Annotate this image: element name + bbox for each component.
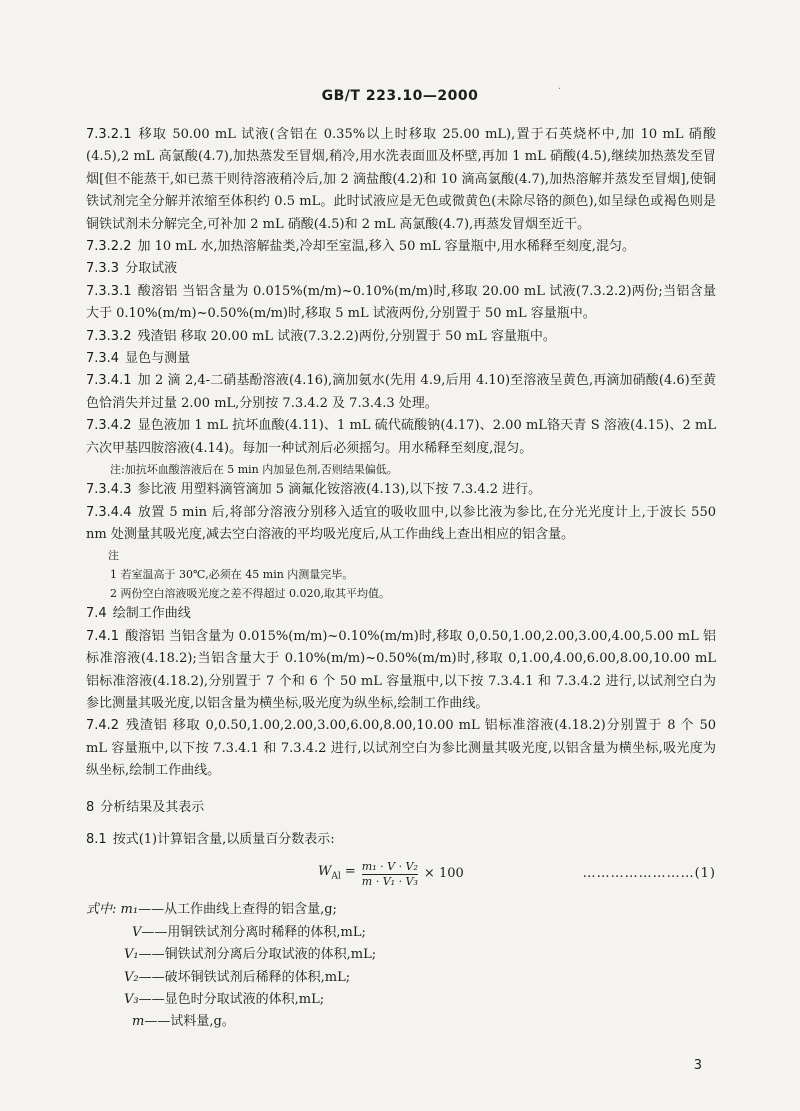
formula-tail: × 100: [423, 866, 464, 882]
variable-item: [86, 899, 716, 921]
clause-number: 7.3.4.3: [86, 482, 132, 498]
clause-text: 放置 5 min 后,将部分溶液分别移入适宜的吸收皿中,以参比液为参比,在分光光度计上,于波长 550 nm 处测量其吸光度,减去空白溶液的平均吸光度后,从工作曲线上查出相应的铝含量。: [86, 504, 716, 542]
variable-symbol: 式中: m₁: [86, 902, 139, 918]
variable-item: [86, 944, 716, 966]
clause-number: 7.3.3.2: [86, 328, 132, 344]
clause-number: 7.3.3.1: [86, 283, 132, 299]
clause-7-4-1: [86, 626, 716, 716]
notes-label: 注: [108, 549, 119, 563]
clause-text: 残渣铝 移取 20.00 mL 试液(7.3.2.2)两份,分别置于 50 mL 容量瓶中。: [137, 328, 556, 344]
note-7-3-4-2: 注:加抗坏血酸溶液后在 5 min 内加显色剂,否则结果偏低。: [110, 463, 398, 477]
formula-subscript: Al: [331, 871, 341, 882]
clause-text: 分取试液: [125, 261, 178, 277]
variable-symbol: V₂: [124, 969, 139, 985]
formula-denominator: m · V₁ · V₃: [361, 874, 418, 888]
formula-1: [86, 855, 716, 893]
clause-number: 8.1: [86, 831, 107, 847]
variable-item: [86, 989, 716, 1011]
variable-description: ——从工作曲线上查得的铝含量,g;: [138, 902, 337, 918]
clause-text: 显色与测量: [125, 351, 191, 367]
clause-number: 7.3.2.2: [86, 239, 132, 255]
formula-lhs: $W_{Al}$ =: [318, 863, 356, 882]
clause-number: 7.4.1: [86, 628, 120, 644]
clause-number: 7.3.4.1: [86, 373, 132, 389]
section-8-heading: [86, 797, 716, 819]
section-title: 分析结果及其表示: [100, 799, 205, 815]
clause-7-3-4-1: [86, 370, 716, 415]
document-body: [86, 124, 716, 1034]
clause-7-4-2: [86, 715, 716, 782]
clause-number: 7.3.3: [86, 261, 120, 277]
variable-description: ——破坏铜铁试剂后稀释的体积,mL;: [138, 969, 351, 985]
clause-text: 按式(1)计算铝含量,以质量百分数表示:: [112, 831, 335, 847]
variable-item: [86, 967, 716, 989]
formula-numerator: m₁ · V · V₂: [361, 859, 418, 873]
clause-7-4: [86, 603, 716, 625]
clause-7-3-3-1: [86, 281, 716, 326]
variable-symbol: V: [132, 924, 142, 940]
clause-number: 7.3.4.2: [86, 418, 132, 434]
note-2: 2 两份空白溶液吸光度之差不得超过 0.020,取其平均值。: [110, 587, 390, 601]
clause-7-3-4: [86, 348, 716, 370]
clause-7-3-3: [86, 258, 716, 280]
variable-symbol: m: [132, 1014, 145, 1030]
formula-symbol: W: [318, 863, 332, 879]
equation-number: ……………………(1): [582, 866, 716, 882]
variable-description: ——显色时分取试液的体积,mL;: [138, 992, 325, 1007]
variable-list: [86, 899, 716, 1033]
clause-8-1: [86, 829, 716, 851]
clause-text: 加 2 滴 2,4-二硝基酚溶液(4.16),滴加氨水(先用 4.9,后用 4.10)至溶液呈黄色,再滴加硝酸(4.6)至黄色恰消失并过量 2.00 mL,分别按 7.3.4.2 及 7.3.4.3 处理。: [86, 373, 716, 411]
top-mark: ·: [558, 84, 562, 95]
variable-symbol: V₁: [124, 947, 139, 963]
clause-7-3-4-4: [86, 502, 716, 547]
page-header: GB/T 223.10—2000: [321, 88, 479, 104]
clause-text: 参比液 用塑料滴管滴加 5 滴氟化铵溶液(4.13),以下按 7.3.4.2 进行。: [137, 482, 542, 498]
variable-description: ——试料量,g。: [144, 1014, 235, 1030]
clause-text: 酸溶铝 当铝含量为 0.015%(m/m)~0.10%(m/m)时,移取 0,0.50,1.00,2.00,3.00,4.00,5.00 mL 铝标准溶液(4.18.2);当铝含量大于 0.10%(m/m)~0.50%(m/m)时,移取 0,1.00,4.00,6.00,8.00,10.00 mL 铝标准溶液(4.18.2),分别置于 7 个和 6 个 50 mL 容量瓶中,以下按 7.3.4.1 和 7.3.4.2 进行,以试剂空白为参比测量其吸光度,以铝含量为横坐标,吸光度为纵坐标,绘制工作曲线。: [86, 628, 716, 711]
variable-symbol: V₃: [124, 992, 139, 1007]
clause-7-3-4-3: [86, 479, 716, 501]
page-number: 3: [693, 1058, 702, 1073]
note-1: 1 若室温高于 30℃,必须在 45 min 内测量完毕。: [110, 568, 354, 582]
clause-number: 7.4: [86, 606, 107, 622]
clause-text: 显色液加 1 mL 抗坏血酸(4.11)、1 mL 硫代硫酸钠(4.17)、2.00 mL铬天青 S 溶液(4.15)、2 mL六次甲基四胺溶液(4.14)。每加一种试剂后必须摇匀。用水稀释至刻度,混匀。: [86, 418, 716, 456]
clause-number: 7.3.4: [86, 351, 120, 367]
clause-7-3-2-2: [86, 236, 716, 258]
formula-fraction: [362, 860, 418, 889]
clause-7-3-4-2: [86, 415, 716, 460]
variable-item: [86, 922, 716, 944]
variable-description: ——用铜铁试剂分离时稀释的体积,mL;: [141, 924, 366, 940]
section-number: 8: [86, 799, 95, 815]
clause-7-3-3-2: [86, 326, 716, 348]
clause-text: 酸溶铝 当铝含量为 0.015%(m/m)~0.10%(m/m)时,移取 20.00 mL 试液(7.3.2.2)两份;当铝含量大于 0.10%(m/m)~0.50%(m/m)时,移取 5 mL 试液两份,分别置于 50 mL 容量瓶中。: [86, 283, 716, 322]
clause-text: 残渣铝 移取 0,0.50,1.00,2.00,3.00,6.00,8.00,10.00 mL 铝标准溶液(4.18.2)分别置于 8 个 50 mL 容量瓶中,以下按 7.3.4.1 和 7.3.4.2 进行,以试剂空白为参比测量其吸光度,以铝含量为横坐标,吸光度为纵坐标,绘制工作曲线。: [86, 718, 716, 779]
clause-text: 移取 50.00 mL 试液(含铝在 0.35%以上时移取 25.00 mL),置于石英烧杯中,加 10 mL 硝酸(4.5),2 mL 高氯酸(4.7),加热蒸发至冒烟,稍冷,用水洗表面皿及杯壁,再加 1 mL 硝酸(4.5),继续加热蒸发至冒烟[但不能蒸干,如已蒸干则待溶液稍冷后,加 2 滴盐酸(4.2)和 10 滴高氯酸(4.7),加热溶解并蒸发至冒烟],使铜铁试剂完全分解并浓缩至体积约 0.5 mL。此时试液应是无色或微黄色(未除尽铬的颜色),如呈绿色或褐色则是铜铁试剂未分解完全,可补加 2 mL 硝酸(4.5)和 2 mL 高氯酸(4.7),再蒸发冒烟至近干。: [86, 127, 716, 232]
variable-item: [86, 1011, 716, 1033]
clause-number: 7.3.2.1: [86, 127, 132, 142]
clause-number: 7.3.4.4: [86, 504, 132, 520]
clause-7-3-2-1: [86, 124, 716, 236]
clause-text: 绘制工作曲线: [112, 606, 191, 622]
clause-number: 7.4.2: [86, 718, 120, 734]
variable-description: ——铜铁试剂分离后分取试液的体积,mL;: [138, 947, 377, 963]
clause-text: 加 10 mL 水,加热溶解盐类,冷却至室温,移入 50 mL 容量瓶中,用水稀释至刻度,混匀。: [137, 239, 635, 255]
